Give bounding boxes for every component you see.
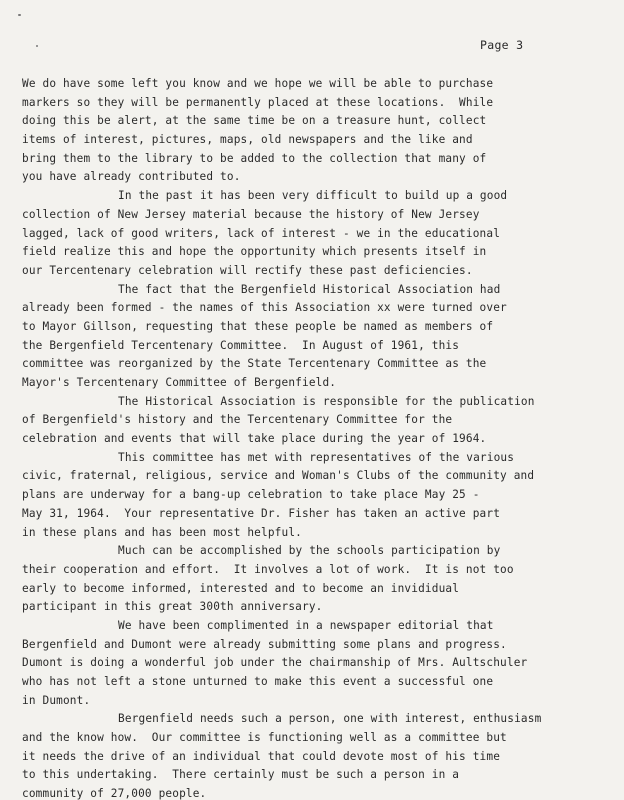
text-line: who has not left a stone unturned to make this event a successful one: [22, 675, 494, 688]
text-line: markers so they will be permanently placed at these locations. While: [22, 95, 494, 109]
paper-speck: [18, 14, 21, 16]
paper-speck: [36, 45, 38, 47]
text-line: doing this be alert, at the same time be on a treasure hunt, collect: [22, 114, 487, 128]
text-line: our Tercentenary celebration will rectify these past deficiencies.: [22, 263, 473, 277]
text-line: Much can be accomplished by the schools participation by: [118, 544, 501, 558]
text-line: the Bergenfield Tercentenary Committee. In August of 1961, this: [22, 338, 460, 352]
text-line: participant in this great 300th anniversary.: [22, 600, 323, 614]
text-line: We have been complimented in a newspaper editorial that: [118, 618, 494, 632]
text-line: items of interest, pictures, maps, old newspapers and the like and: [22, 133, 473, 147]
text-line: committee was reorganized by the State Tercentenary Committee as the: [22, 357, 487, 371]
text-line: celebration and events that will take place during the year of 1964.: [22, 432, 487, 446]
text-line: their cooperation and effort. It involves a lot of work. It is not too: [22, 562, 514, 576]
text-line: We do have some left you know and we hope we will be able to purchase: [22, 77, 494, 90]
text-line: collection of New Jersey material because the history of New Jersey: [22, 207, 480, 221]
text-line: already been formed - the names of this Association xx were turned over: [22, 301, 507, 315]
letter-body: [22, 75, 620, 800]
text-line: it needs the drive of an individual that could devote most of his time: [22, 749, 501, 763]
text-line: early to become informed, interested and to become an invididual: [22, 581, 460, 595]
text-line: bring them to the library to be added to the collection that many of: [22, 151, 487, 165]
text-line: plans are underway for a bang-up celebration to take place May 25 -: [22, 488, 480, 502]
text-line: May 31, 1964. Your representative Dr. Fisher has taken an active part: [22, 506, 501, 520]
text-line: The fact that the Bergenfield Historical Association had: [118, 282, 501, 296]
text-line: lagged, lack of good writers, lack of interest - we in the educational: [22, 226, 501, 240]
text-line: in Dumont.: [22, 693, 91, 707]
text-line: Bergenfield and Dumont were already submitting some plans and progress.: [22, 637, 507, 651]
text-line: civic, fraternal, religious, service and Woman's Clubs of the community and: [22, 469, 535, 483]
text-line: The Historical Association is responsible for the publication: [118, 394, 535, 408]
text-line: Bergenfield needs such a person, one with interest, enthusiasm: [118, 712, 542, 726]
text-line: This committee has met with representatives of the various: [118, 450, 515, 464]
text-line: Mayor's Tercentenary Committee of Bergenfield.: [22, 376, 337, 389]
text-line: in these plans and has been most helpful.: [22, 525, 302, 539]
text-line: In the past it has been very difficult to build up a good: [118, 189, 508, 203]
text-line: of Bergenfield's history and the Tercentenary Committee for the: [22, 413, 453, 427]
text-line: to this undertaking. There certainly must be such a person in a: [22, 768, 460, 782]
text-line: community of 27,000 people.: [22, 787, 207, 800]
page-number: Page 3: [480, 38, 524, 52]
text-line: you have already contributed to.: [22, 170, 241, 184]
text-line: and the know how. Our committee is functioning well as a committee but: [22, 731, 507, 745]
text-line: to Mayor Gillson, requesting that these people be named as members of: [22, 319, 494, 333]
text-line: Dumont is doing a wonderful job under the chairmanship of Mrs. Aultschuler: [22, 656, 528, 670]
text-line: field realize this and hope the opportunity which presents itself in: [22, 245, 487, 259]
